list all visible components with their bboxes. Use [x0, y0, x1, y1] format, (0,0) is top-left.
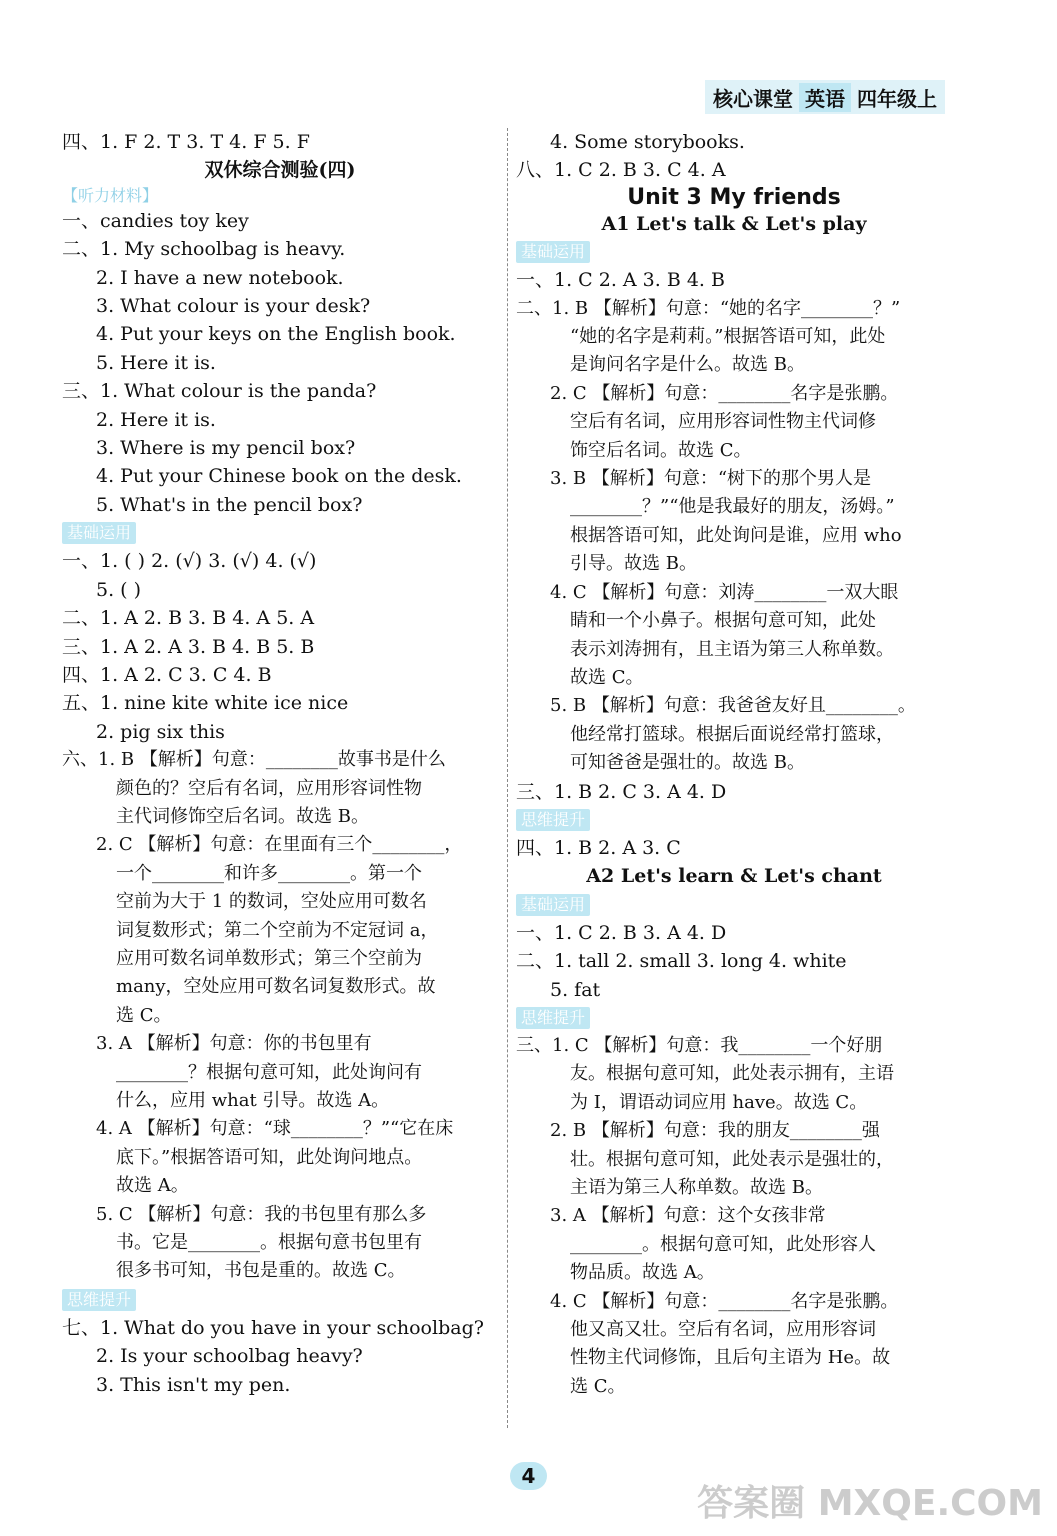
subject-label: 英语 — [799, 83, 851, 112]
left-line: 5. C 【解析】句意：我的书包里有那么多 — [96, 1203, 427, 1225]
right-line: 选 C。 — [570, 1375, 626, 1397]
right-line: 一、1. C 2. A 3. B 4. B — [516, 269, 725, 292]
right-line: 饰空后名词。故选 C。 — [570, 439, 752, 461]
right-line: 思维提升 — [516, 809, 590, 831]
right-line: 物品质。故选 A。 — [570, 1262, 715, 1284]
right-line: 2. B 【解析】句意：我的朋友________强 — [550, 1120, 880, 1142]
left-line: 2. Is your schoolbag heavy? — [96, 1345, 363, 1368]
right-line: “她的名字是莉莉。”根据答语可知，此处 — [570, 326, 886, 348]
left-line: 五、1. nine kite white ice nice — [62, 692, 349, 715]
left-line: 2. C 【解析】句意：在里面有三个________， — [96, 834, 463, 856]
right-line: 表示刘涛拥有，且主语为第三人称单数。 — [570, 638, 894, 660]
left-line: 底下。”根据答语可知，此处询问地点。 — [116, 1146, 423, 1168]
left-line: 思维提升 — [62, 1289, 136, 1311]
left-line: 一、1. ( ) 2. (√) 3. (√) 4. (√) — [62, 550, 317, 573]
left-line: 四、1. A 2. C 3. C 4. B — [62, 663, 272, 686]
left-line: 词复数形式；第二个空前为不定冠词 a， — [116, 919, 439, 941]
left-line: 3. What colour is your desk? — [96, 295, 371, 318]
left-line: 什么，应用 what 引导。故选 A。 — [116, 1090, 390, 1111]
left-line: 选 C。 — [116, 1004, 172, 1026]
left-line: 六、1. B 【解析】句意：________故事书是什么 — [62, 749, 446, 771]
left-line: many，空处应用可数名词复数形式。故 — [116, 976, 436, 998]
right-line: 三、1. C 【解析】句意：我________一个好朋 — [516, 1034, 883, 1056]
right-line: 二、1. B 【解析】句意：“她的名字________？” — [516, 297, 901, 319]
left-line: 一、candies toy key — [62, 209, 249, 232]
left-line: 书。它是________。根据句意书包里有 — [116, 1232, 422, 1254]
right-line: 一、1. C 2. B 3. A 4. D — [516, 921, 727, 944]
left-line: 一个________和许多________。第一个 — [116, 862, 422, 884]
left-line: 主代词修饰空后名词。故选 B。 — [116, 805, 369, 827]
right-line: 主语为第三人称单数。故选 B。 — [570, 1177, 823, 1198]
brand-title: 核心课堂 — [713, 86, 793, 111]
left-line: 3. Where is my pencil box? — [96, 437, 356, 460]
left-line: 4. Put your Chinese book on the desk. — [96, 465, 462, 488]
page-number: 4 — [0, 1462, 1057, 1490]
left-line: 5. ( ) — [96, 578, 142, 601]
left-line: 三、1. What colour is the panda? — [62, 380, 377, 403]
right-line: 3. B 【解析】句意：“树下的那个男人是 — [550, 468, 872, 490]
left-line: 空前为大于 1 的数词，空处应用可数名 — [116, 891, 427, 913]
right-line: 二、1. tall 2. small 3. long 4. white — [516, 950, 847, 973]
right-line: ________？”“他是我最好的朋友，汤姆。” — [570, 496, 895, 518]
left-line: 二、1. A 2. B 3. B 4. A 5. A — [62, 607, 315, 630]
grade-label: 四年级上 — [857, 86, 937, 111]
left-line: 二、1. My schoolbag is heavy. — [62, 238, 346, 261]
right-line: 4. C 【解析】句意：刘涛________一双大眼 — [550, 581, 899, 603]
left-line: 很多书可知，书包是重的。故选 C。 — [116, 1260, 406, 1282]
page-header — [705, 80, 945, 114]
left-line: 三、1. A 2. A 3. B 4. B 5. B — [62, 635, 315, 658]
right-line: 2. C 【解析】句意：________名字是张鹏。 — [550, 382, 899, 404]
left-line: 4. Put your keys on the English book. — [96, 323, 456, 346]
right-line: 八、1. C 2. B 3. C 4. A — [516, 159, 726, 182]
right-line: 三、1. B 2. C 3. A 4. D — [516, 780, 727, 803]
left-line: 2. pig six this — [96, 720, 225, 743]
right-line: A1 Let's talk & Let's play — [601, 212, 867, 235]
right-column — [516, 128, 952, 1401]
right-line: 5. fat — [550, 978, 601, 1001]
right-line: 可知爸爸是强壮的。故选 B。 — [570, 752, 805, 774]
left-line: ________？根据句意可知，此处询问有 — [116, 1061, 422, 1083]
right-line: 4. Some storybooks. — [550, 131, 745, 153]
right-line: 5. B 【解析】句意：我爸爸友好且________。 — [550, 695, 916, 717]
right-line: A2 Let's learn & Let's chant — [586, 865, 882, 888]
left-line: 3. A 【解析】句意：你的书包里有 — [96, 1033, 372, 1055]
right-line: 思维提升 — [516, 1007, 590, 1029]
right-line: 是询问名字是什么。故选 B。 — [570, 354, 805, 376]
right-line: ________。根据句意可知，此处形容人 — [570, 1233, 876, 1255]
left-line: 4. A 【解析】句意：“球________？”“它在床 — [96, 1118, 454, 1140]
column-divider — [507, 128, 508, 1428]
left-line: 5. Here it is. — [96, 351, 216, 374]
right-line: 根据答语可知，此处询问是谁，应用 who — [570, 524, 902, 546]
left-line: 故选 A。 — [116, 1175, 189, 1197]
right-line: 他经常打篮球。根据后面说经常打篮球， — [570, 723, 894, 745]
left-line: 颜色的？空后有名词，应用形容词性物 — [116, 777, 422, 799]
left-line: 2. I have a new notebook. — [96, 266, 344, 289]
right-line: 3. A 【解析】句意：这个女孩非常 — [550, 1205, 826, 1227]
left-column — [62, 128, 498, 1399]
left-line: 3. This isn't my pen. — [96, 1373, 291, 1396]
right-line: 故选 C。 — [570, 666, 644, 688]
right-line: 空后有名词，应用形容词性物主代词修 — [570, 411, 876, 433]
left-line: 基础运用 — [62, 522, 136, 544]
right-line: 基础运用 — [516, 241, 590, 263]
watermark: 答案圈 MXQE.COM — [697, 1483, 1043, 1524]
left-line: 四、1. F 2. T 3. T 4. F 5. F — [62, 131, 310, 153]
right-line: 睛和一个小鼻子。根据句意可知，此处 — [570, 610, 876, 632]
left-line: 双休综合测验(四) — [204, 159, 356, 182]
right-line: 四、1. B 2. A 3. C — [516, 836, 681, 859]
left-line: 【听力材料】 — [62, 185, 159, 205]
right-line: 他又高又壮。空后有名词，应用形容词 — [570, 1319, 876, 1341]
right-line: 4. C 【解析】句意：________名字是张鹏。 — [550, 1290, 899, 1312]
left-line: 5. What's in the pencil box? — [96, 493, 363, 516]
left-line: 七、1. What do you have in your schoolbag? — [62, 1316, 484, 1339]
right-line: 壮。根据句意可知，此处表示是强壮的， — [570, 1148, 894, 1170]
right-line: 基础运用 — [516, 894, 590, 916]
left-line: 应用可数名词单数形式；第三个空前为 — [116, 947, 422, 969]
right-line: Unit 3 My friends — [627, 184, 841, 210]
right-line: 引导。故选 B。 — [570, 553, 697, 575]
left-line: 2. Here it is. — [96, 408, 216, 431]
right-line: 为 I，谓语动词应用 have。故选 C。 — [570, 1091, 868, 1113]
right-line: 性物主代词修饰，且后句主语为 He。故 — [570, 1347, 891, 1369]
right-line: 友。根据句意可知，此处表示拥有，主语 — [570, 1063, 894, 1085]
